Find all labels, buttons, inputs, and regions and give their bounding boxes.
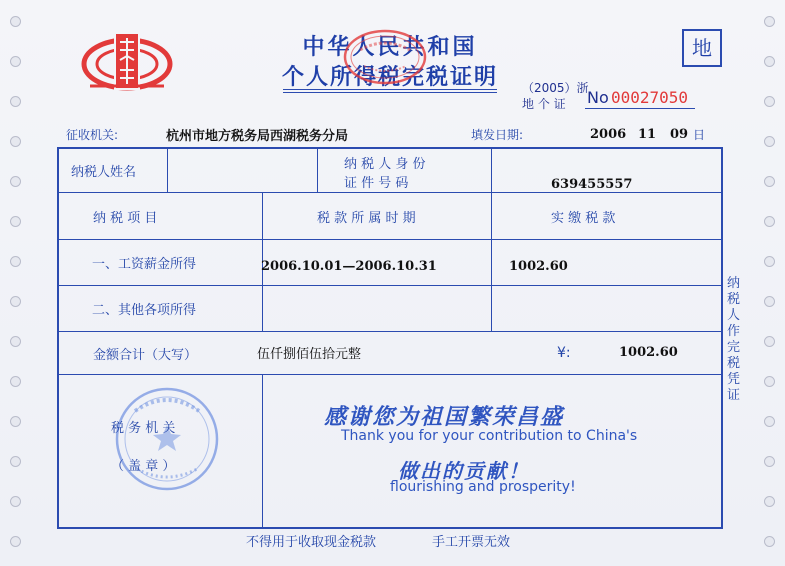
row-item-salary: 一、工资薪金所得 [92, 257, 197, 272]
number-underline [585, 108, 695, 109]
perforation-hole [10, 456, 21, 467]
footer-note-2: 手工开票无效 [432, 535, 511, 550]
slogan-chinese-line1: 感谢您为祖国繁荣昌盛 [324, 405, 565, 430]
document-title-line2: 个人所得税完税证明 [281, 65, 498, 90]
perforation-hole [764, 16, 775, 27]
perforation-hole [764, 416, 775, 427]
column-header-item: 纳 税 项 目 [93, 211, 158, 226]
number-prefix: No [587, 88, 609, 107]
perforation-hole [764, 176, 775, 187]
perforation-hole [10, 16, 21, 27]
taxpayer-id-label-1: 纳 税 人 身 份 [344, 157, 426, 172]
tax-emblem-logo [80, 26, 174, 96]
perforation-hole [10, 296, 21, 307]
perforation-hole [10, 536, 21, 547]
region-box: 地 [682, 29, 722, 67]
date-year: 2006 [590, 127, 627, 142]
year-prefix: （2005）浙 [522, 81, 589, 95]
certificate-number: 00027050 [611, 88, 689, 107]
row-item-other: 二、其他各项所得 [92, 303, 197, 318]
perforation-hole [10, 336, 21, 347]
date-label: 填发日期: [471, 128, 524, 142]
total-in-words: 伍仟捌佰伍拾元整 [257, 347, 362, 362]
date-day: 09 [670, 127, 689, 142]
document-title-line1: 中华人民共和国 [302, 35, 478, 60]
column-header-period: 税 款 所 属 时 期 [317, 211, 416, 226]
taxpayer-id-value: 639455557 [551, 177, 633, 192]
perforation-hole [10, 376, 21, 387]
authority-value: 杭州市地方税务局西湖税务分局 [166, 129, 349, 144]
tax-certificate-form [57, 147, 723, 529]
taxpayer-id-label-2: 证 件 号 码 [344, 176, 409, 191]
perforation-hole [764, 216, 775, 227]
tax-office-label: 税 务 机 关 [111, 421, 176, 436]
authority-label: 征收机关: [66, 128, 119, 142]
perforation-hole [764, 136, 775, 147]
perforation-hole [10, 216, 21, 227]
taxpayer-name-label: 纳税人姓名 [71, 165, 137, 180]
blue-tax-office-stamp [105, 385, 235, 495]
column-header-amount: 实 缴 税 款 [551, 211, 616, 226]
perforation-hole [10, 56, 21, 67]
perforation-hole [764, 256, 775, 267]
slogan-english-line2: flourishing and prosperity! [390, 479, 576, 495]
perforation-hole [10, 496, 21, 507]
slogan-chinese-line2: 做出的贡献！ [398, 459, 530, 483]
perforation-hole [10, 256, 21, 267]
side-note-vertical: 纳税人作完税凭证 [727, 276, 741, 403]
slogan-english-line1: Thank you for your contribution to China's [341, 428, 638, 444]
date-month: 11 [638, 127, 657, 142]
row-amount-salary: 1002.60 [509, 259, 568, 274]
perforation-hole [764, 456, 775, 467]
total-label: 金额合计（大写） [93, 348, 198, 363]
perforation-hole [764, 56, 775, 67]
row-period-salary: 2006.10.01—2006.10.31 [261, 259, 437, 274]
perforation-hole [764, 96, 775, 107]
stamp-label: （ 盖 章 ） [111, 459, 176, 474]
footer-note-1: 不得用于收取现金税款 [246, 535, 377, 550]
perforation-hole [764, 496, 775, 507]
total-value: 1002.60 [619, 345, 678, 360]
perforation-hole [764, 336, 775, 347]
title-underline [283, 89, 497, 93]
perforation-hole [10, 96, 21, 107]
perforation-hole [764, 376, 775, 387]
date-day-suffix: 日 [693, 128, 706, 142]
perforation-hole [764, 536, 775, 547]
year-prefix-line2: 地 个 证 [522, 97, 566, 111]
perforation-hole [10, 176, 21, 187]
perforation-hole [10, 416, 21, 427]
perforation-hole [764, 296, 775, 307]
red-official-seal [342, 28, 428, 86]
currency-symbol: ¥: [557, 345, 571, 361]
perforation-hole [10, 136, 21, 147]
